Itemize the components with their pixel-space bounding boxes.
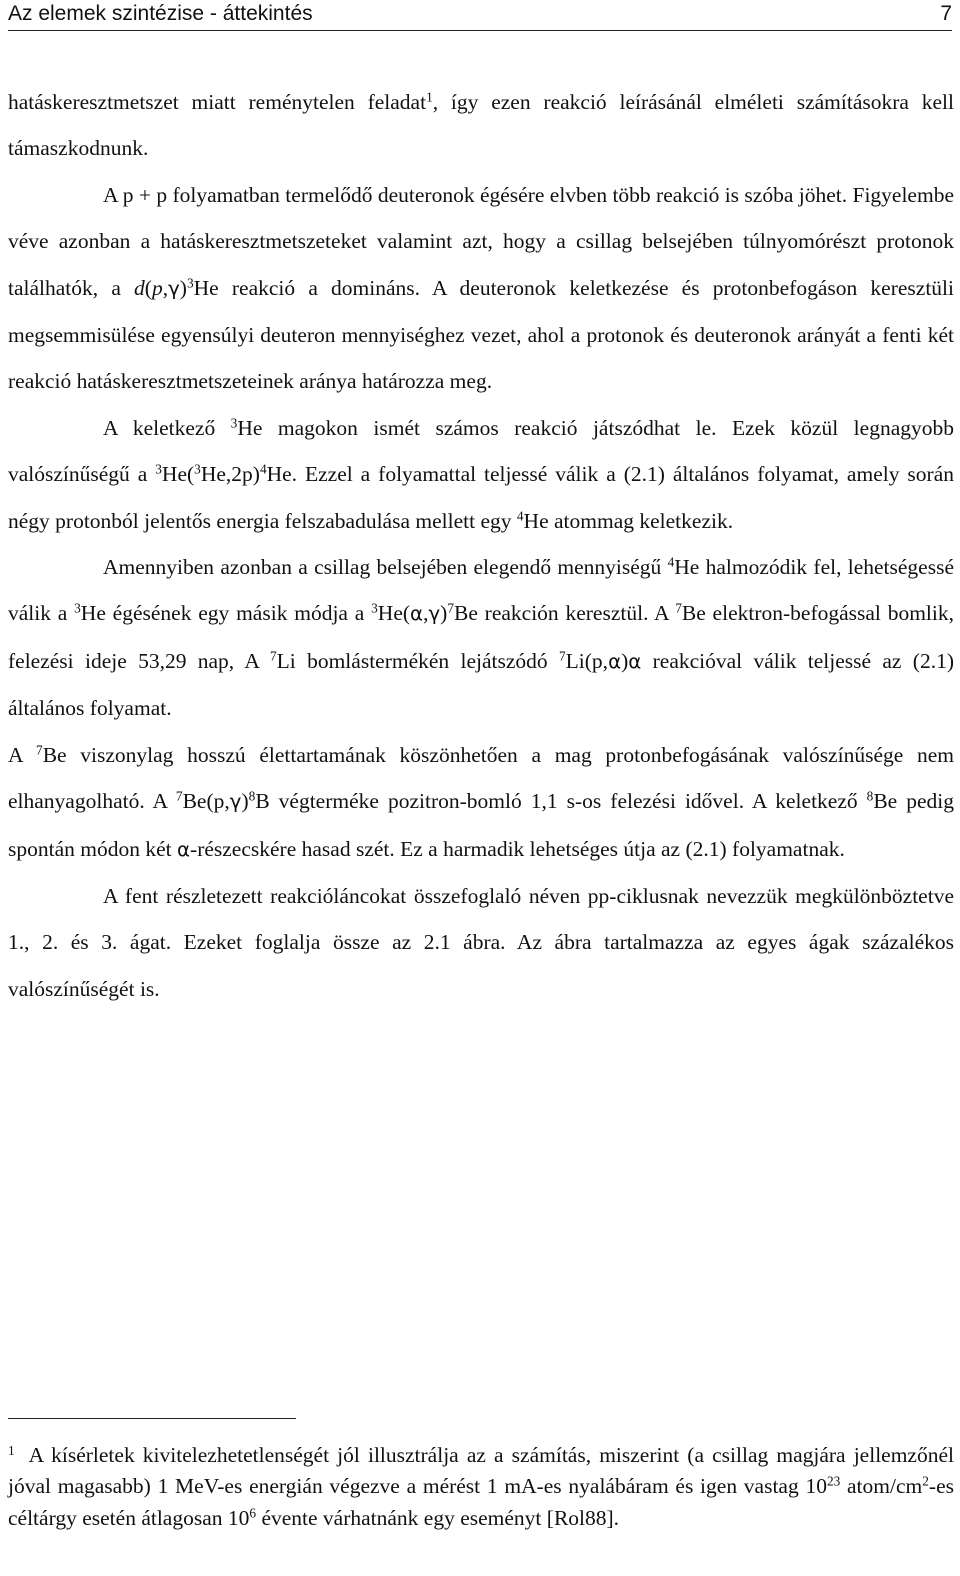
text-run: Be reakción keresztül. A (453, 601, 676, 626)
text-run: Be(p, (182, 789, 230, 814)
exponent: 6 (249, 1505, 257, 1521)
mass-number: 3 (155, 461, 162, 477)
alpha-symbol: α (628, 649, 642, 673)
running-header-title: Az elemek szintézise - áttekintés (8, 2, 313, 25)
text-run: He magokon ismét számos reakció játszódhat le. Ezek közül legnagyobb valószínűségű a (8, 415, 954, 487)
mass-number: 4 (667, 554, 675, 570)
text-run: A kísérletek kivitelezhetetlenségét jól illusztrálja az a számítás, miszerint (a csillag magjára jellemzőnél jóval magasabb) 1 MeV-es energián végezve a mérést 1 mA-es nyalábáram és igen vastag 10 (8, 1443, 954, 1499)
mass-number: 3 (230, 415, 238, 431)
gamma-symbol: γ (229, 790, 242, 814)
text-run: Li bomlástermékén lejátszódó (276, 648, 559, 673)
paragraph-5 (8, 732, 954, 873)
footnote-divider (8, 1418, 296, 1419)
text-run: B végterméke pozitron-bomló 1,1 s-os felezési idővel. A keletkező (255, 789, 867, 814)
text-run: évente várhatnánk egy eseményt [Rol88]. (256, 1505, 620, 1530)
mass-number: 7 (675, 601, 682, 617)
paragraph-1 (8, 79, 954, 172)
text-run: A fent részletezett reakcióláncokat összefoglaló néven pp-ciklusnak nevezzük megkülönböztetve 1., 2. és 3. ágat. Ezeket foglalja össze az 2.1 ábra. Az ábra tartalmazza az egyes ágak százalékos valószínűségét is. (8, 883, 954, 1001)
text-run: hatáskeresztmetszet miatt reménytelen feladat (8, 90, 427, 114)
paragraph-2 (8, 172, 954, 405)
text-run: A p + p folyamatban termelődő deuteronok égésére elvben több reakció is szóba jöhet. Figyelembe véve azonban a hatáskeresztmetszeteket valamint azt, hogy a csillag belsejében túlnyomórészt protonok találhatók, a (8, 182, 954, 300)
text-run: , így ezen reakció leírásánál elméleti számításokra kell támaszkodnunk. (8, 90, 954, 161)
text-run: He halmozódik fel, lehetségessé válik a (8, 555, 955, 626)
page-number: 7 (940, 2, 952, 25)
mass-number: 3 (194, 461, 201, 477)
paragraph-4 (8, 544, 954, 732)
text-run: ) (440, 601, 448, 626)
body-text (8, 79, 954, 1012)
mass-number: 4 (259, 461, 267, 477)
text-run: Be pedig spontán módon két (8, 789, 954, 861)
mass-number: 8 (248, 788, 256, 804)
alpha-symbol: α (608, 649, 622, 673)
text-run: ) (621, 648, 629, 673)
alpha-symbol: α (410, 602, 424, 626)
mass-number: 7 (175, 788, 183, 804)
text-run: He( (161, 462, 195, 487)
text-run: He. Ezzel a folyamattal teljessé válik a (2.1) általános folyamat, amely során négy protonból jelentős energia felszabadulása mellett egy (8, 462, 954, 533)
text-run: -es céltárgy esetén átlagosan 10 (8, 1474, 954, 1530)
reaction-symbol: ) (179, 275, 187, 300)
mass-number: 8 (866, 788, 874, 804)
reaction-symbol: d (134, 275, 145, 300)
mass-number: 7 (36, 742, 43, 758)
mass-number: 3 (74, 601, 81, 617)
paragraph-3 (8, 405, 954, 544)
reaction-symbol: , (162, 275, 169, 300)
reaction-symbol: ( (144, 275, 152, 300)
text-run: A keletkező (103, 415, 231, 440)
text-run: atom/cm (840, 1474, 923, 1499)
text-run: He,2p) (200, 462, 260, 487)
text-run: Be elektron-befogással bomlik, felezési ideje 53,29 nap, A (8, 601, 954, 673)
text-run: He( (377, 601, 411, 626)
mass-number: 7 (558, 648, 566, 664)
text-run: Li(p, (565, 648, 609, 673)
text-run: He atommag keletkezik. (523, 508, 734, 533)
text-run: , (423, 601, 429, 626)
mass-number: 7 (447, 601, 454, 617)
reaction-symbol: He (193, 275, 219, 300)
mass-number: 4 (516, 508, 524, 524)
exponent: 2 (922, 1473, 929, 1489)
footnote-mark: 1 (8, 1442, 15, 1458)
text-run: Amennyiben azonban a csillag belsejében elegendő mennyiségű (103, 555, 668, 580)
paragraph-6 (8, 873, 954, 1012)
mass-number: 3 (186, 275, 194, 291)
footnote-reference: 1 (426, 89, 433, 105)
gamma-symbol: γ (428, 602, 441, 626)
exponent: 23 (826, 1473, 841, 1489)
text-run: -részecskére hasad szét. Ez a harmadik lehetséges útja az (2.1) folyamatnak. (190, 836, 845, 861)
reaction-symbol: p (151, 275, 163, 300)
gamma-symbol: γ (168, 276, 180, 300)
text-run: ) (241, 789, 249, 814)
mass-number: 3 (371, 601, 378, 617)
text-run: reakció a domináns. A deuteronok keletkezése és protonbefogáson keresztüli megsemmisülése egyensúlyi deuteron mennyiséghez vezet, ahol a protonok és deuteronok arányát a fenti két reakció hatáskeresztmetszeteinek aránya határozza meg. (8, 275, 954, 394)
text-run: A (8, 742, 37, 767)
alpha-symbol: α (177, 837, 191, 861)
mass-number: 7 (269, 648, 277, 664)
text-run: reakcióval válik teljessé az (2.1) általános folyamat. (8, 648, 954, 721)
text-run: Be viszonylag hosszú élettartamának köszönhetően a mag protonbefogásának valószínűsége nem elhanyagolható. A (8, 742, 954, 814)
running-header (8, 0, 952, 31)
text-run: He égésének egy másik módja a (80, 601, 372, 626)
footnote (8, 1440, 954, 1534)
